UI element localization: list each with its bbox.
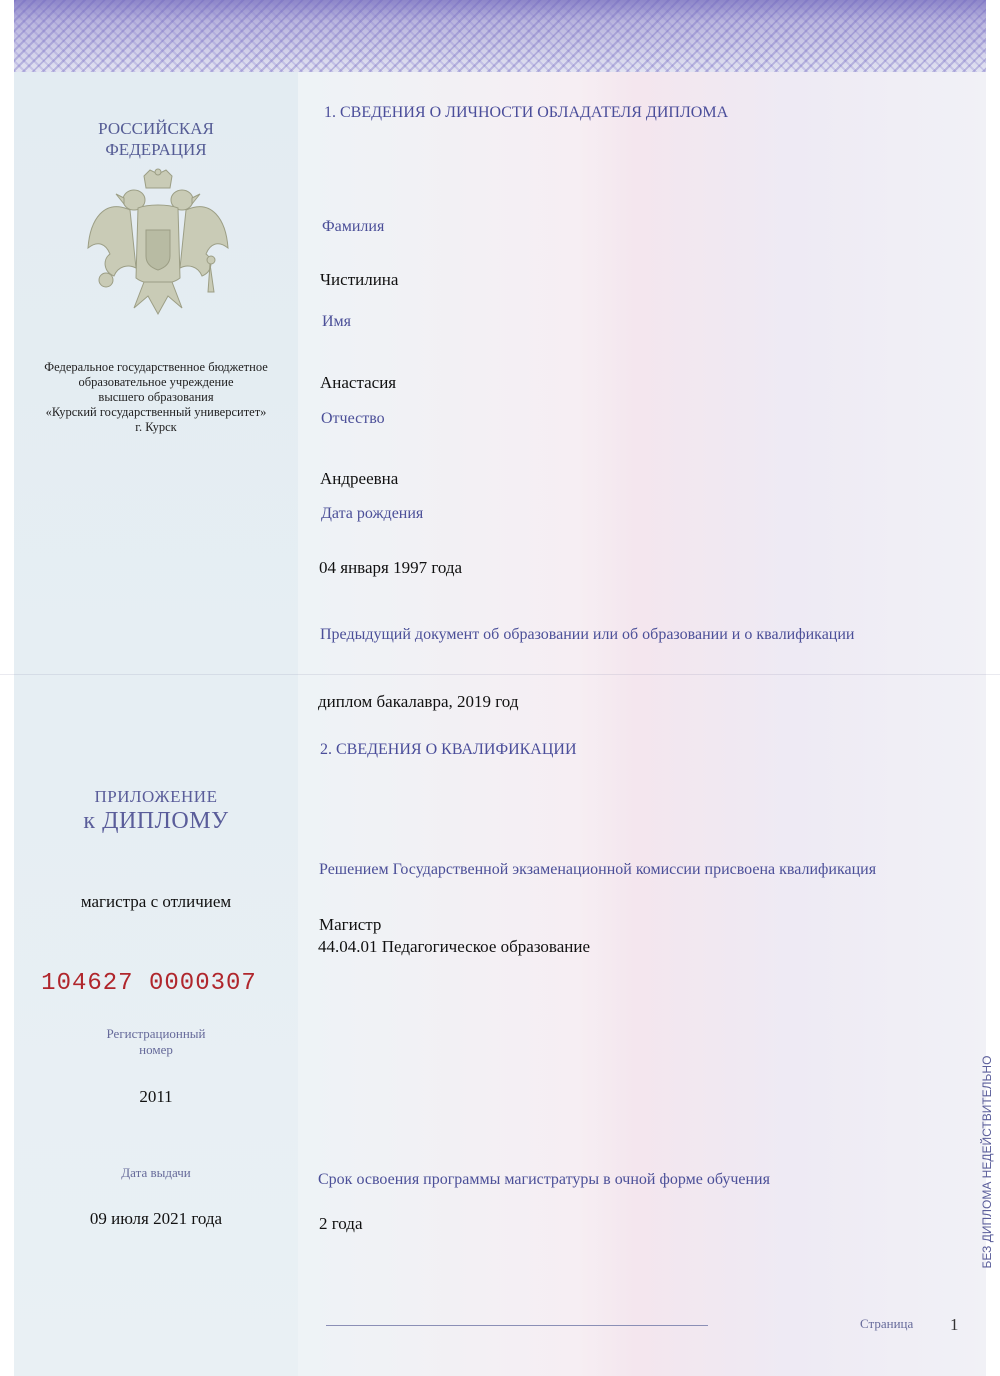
reg-label-line-2: номер bbox=[139, 1042, 173, 1057]
serial-number: 104627 0000307 bbox=[41, 970, 257, 997]
country-line-1: РОССИЙСКАЯ bbox=[98, 119, 214, 138]
university-name bbox=[14, 360, 298, 435]
section-2-title: 2. СВЕДЕНИЯ О КВАЛИФИКАЦИИ bbox=[320, 741, 577, 758]
degree-type: магистра с отличием bbox=[80, 892, 232, 911]
country-line-2: ФЕДЕРАЦИЯ bbox=[105, 140, 207, 159]
surname-value: Чистилина bbox=[320, 270, 399, 289]
birth-date-label: Дата рождения bbox=[321, 505, 424, 522]
qualification-label: Решением Государственной экзаменационной комиссии присвоена квалификация bbox=[319, 861, 877, 878]
page-label: Страница bbox=[860, 1316, 914, 1331]
page-fold-line bbox=[0, 674, 1000, 675]
appendix-title-line-2: к ДИПЛОМУ bbox=[83, 808, 229, 834]
university-line-1: Федеральное государственное бюджетное bbox=[44, 360, 268, 374]
name-label: Имя bbox=[322, 313, 352, 330]
university-line-4: «Курский государственный университет» bbox=[45, 405, 267, 419]
study-duration-value: 2 года bbox=[319, 1214, 363, 1233]
country-name bbox=[14, 118, 298, 160]
university-line-2: образовательное учреждение bbox=[78, 375, 234, 389]
previous-document-value: диплом бакалавра, 2019 год bbox=[318, 692, 519, 711]
registration-number-label bbox=[14, 1026, 298, 1058]
registration-number: 2011 bbox=[139, 1087, 173, 1106]
reg-label-line-1: Регистрационный bbox=[106, 1026, 206, 1041]
issue-date: 09 июля 2021 года bbox=[89, 1209, 223, 1228]
signature-line bbox=[326, 1325, 708, 1326]
name-value: Анастасия bbox=[320, 373, 397, 392]
program-value: 44.04.01 Педагогическое образование bbox=[318, 937, 591, 956]
qualification-value: Магистр bbox=[319, 915, 382, 934]
validity-note: БЕЗ ДИПЛОМА НЕДЕЙСТВИТЕЛЬНО bbox=[980, 1055, 994, 1269]
study-duration-label: Срок освоения программы магистратуры в очной форме обучения bbox=[318, 1171, 770, 1188]
double-headed-eagle-emblem-icon bbox=[84, 168, 232, 326]
appendix-title-line-1: ПРИЛОЖЕНИЕ bbox=[94, 787, 218, 806]
page-number: 1 bbox=[950, 1315, 959, 1334]
section-1-title: 1. СВЕДЕНИЯ О ЛИЧНОСТИ ОБЛАДАТЕЛЯ ДИПЛОМА bbox=[324, 104, 729, 121]
issue-date-label: Дата выдачи bbox=[121, 1165, 191, 1180]
patronymic-label: Отчество bbox=[321, 410, 385, 427]
university-line-3: высшего образования bbox=[98, 390, 214, 404]
birth-date-value: 04 января 1997 года bbox=[319, 558, 463, 577]
previous-document-label: Предыдущий документ об образовании или об образовании и о квалификации bbox=[320, 626, 855, 643]
patronymic-value: Андреевна bbox=[320, 469, 399, 488]
university-city: г. Курск bbox=[135, 420, 177, 434]
surname-label: Фамилия bbox=[322, 218, 385, 235]
guilloche-border bbox=[14, 0, 986, 72]
